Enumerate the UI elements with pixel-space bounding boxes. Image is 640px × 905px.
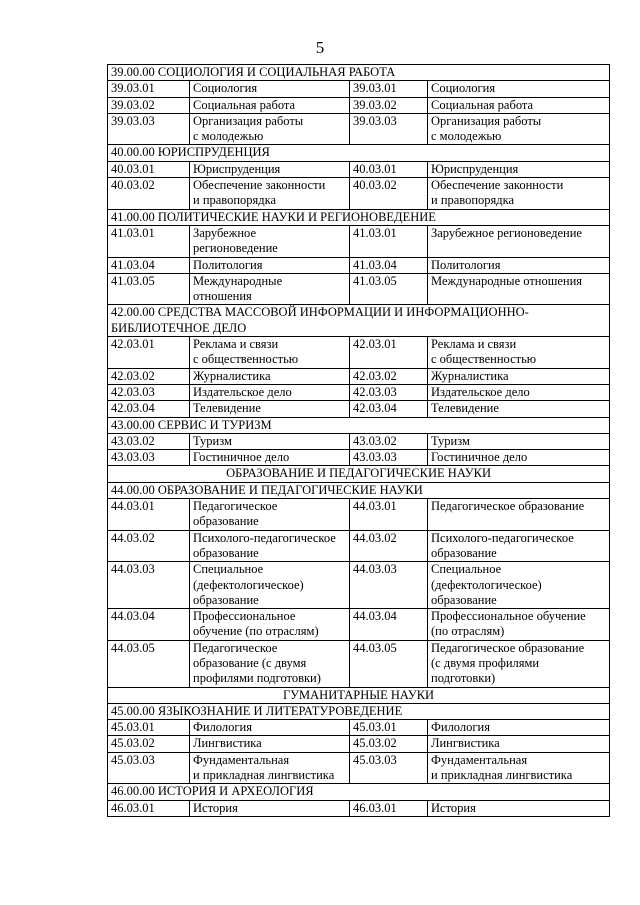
code-cell: 43.03.03 — [108, 450, 190, 466]
name-cell: Реклама и связи с общественностью — [428, 337, 610, 369]
table-row — [108, 609, 610, 641]
table-row — [108, 225, 610, 257]
group-header-row — [108, 703, 610, 719]
group-header-row — [108, 784, 610, 800]
code-cell: 39.03.02 — [350, 97, 428, 113]
name-cell: Профессиональное обучение (по отраслям) — [428, 609, 610, 641]
table-row — [108, 97, 610, 113]
code-cell: 44.03.03 — [108, 562, 190, 609]
code-cell: 44.03.02 — [350, 530, 428, 562]
name-cell: Издательское дело — [190, 384, 350, 400]
name-cell: Туризм — [428, 433, 610, 449]
name-cell: Гостиничное дело — [190, 450, 350, 466]
code-cell: 44.03.05 — [350, 640, 428, 687]
name-cell: Обеспечение законности и правопорядка — [428, 178, 610, 210]
code-cell: 42.03.03 — [350, 384, 428, 400]
name-cell: Педагогическое образование — [190, 499, 350, 531]
table-row — [108, 562, 610, 609]
table-row — [108, 161, 610, 177]
name-cell: Социология — [428, 81, 610, 97]
code-cell: 39.03.03 — [350, 113, 428, 145]
group-header-row — [108, 145, 610, 161]
table-row — [108, 384, 610, 400]
group-title: 46.00.00 ИСТОРИЯ И АРХЕОЛОГИЯ — [108, 784, 610, 800]
group-title: 40.00.00 ЮРИСПРУДЕНЦИЯ — [108, 145, 610, 161]
group-header-row — [108, 482, 610, 498]
code-cell: 41.03.05 — [350, 273, 428, 305]
name-cell: Издательское дело — [428, 384, 610, 400]
table-row — [108, 401, 610, 417]
table-row — [108, 433, 610, 449]
name-cell: Международные отношения — [428, 273, 610, 305]
name-cell: Юриспруденция — [428, 161, 610, 177]
name-cell: Политология — [190, 257, 350, 273]
table-row — [108, 257, 610, 273]
code-cell: 40.03.02 — [350, 178, 428, 210]
code-cell: 42.03.02 — [350, 368, 428, 384]
code-cell: 40.03.02 — [108, 178, 190, 210]
code-cell: 44.03.02 — [108, 530, 190, 562]
group-header-row — [108, 305, 610, 337]
name-cell: Юриспруденция — [190, 161, 350, 177]
code-cell: 39.03.03 — [108, 113, 190, 145]
name-cell: Организация работы с молодежью — [428, 113, 610, 145]
code-cell: 41.03.04 — [108, 257, 190, 273]
table-row — [108, 113, 610, 145]
code-cell: 42.03.04 — [108, 401, 190, 417]
name-cell: Психолого-педагогическое образование — [428, 530, 610, 562]
group-title: 45.00.00 ЯЗЫКОЗНАНИЕ И ЛИТЕРАТУРОВЕДЕНИЕ — [108, 703, 610, 719]
table-row — [108, 736, 610, 752]
code-cell: 42.03.01 — [108, 337, 190, 369]
name-cell: Педагогическое образование — [428, 499, 610, 531]
table-row — [108, 337, 610, 369]
name-cell: Политология — [428, 257, 610, 273]
name-cell: Социальная работа — [190, 97, 350, 113]
name-cell: История — [428, 800, 610, 816]
code-cell: 46.03.01 — [108, 800, 190, 816]
name-cell: Лингвистика — [190, 736, 350, 752]
name-cell: Специальное (дефектологическое) образование — [190, 562, 350, 609]
table-row — [108, 273, 610, 305]
group-title: 41.00.00 ПОЛИТИЧЕСКИЕ НАУКИ И РЕГИОНОВЕДЕНИЕ — [108, 209, 610, 225]
name-cell: Гостиничное дело — [428, 450, 610, 466]
code-cell: 45.03.02 — [350, 736, 428, 752]
name-cell: Международные отношения — [190, 273, 350, 305]
code-cell: 41.03.04 — [350, 257, 428, 273]
name-cell: Психолого-педагогическое образование — [190, 530, 350, 562]
group-header-row — [108, 209, 610, 225]
code-cell: 42.03.04 — [350, 401, 428, 417]
name-cell: Филология — [190, 720, 350, 736]
name-cell: Зарубежное регионоведение — [428, 225, 610, 257]
table-row — [108, 368, 610, 384]
code-cell: 41.03.01 — [350, 225, 428, 257]
name-cell: Туризм — [190, 433, 350, 449]
code-cell: 46.03.01 — [350, 800, 428, 816]
code-cell: 44.03.01 — [108, 499, 190, 531]
code-cell: 44.03.03 — [350, 562, 428, 609]
specialties-table — [107, 64, 610, 817]
name-cell: Телевидение — [190, 401, 350, 417]
specialties-table-body — [108, 65, 610, 817]
name-cell: Профессиональное обучение (по отраслям) — [190, 609, 350, 641]
group-title: 43.00.00 СЕРВИС И ТУРИЗМ — [108, 417, 610, 433]
name-cell: Реклама и связи с общественностью — [190, 337, 350, 369]
name-cell: Фундаментальная и прикладная лингвистика — [428, 752, 610, 784]
code-cell: 42.03.02 — [108, 368, 190, 384]
name-cell: Педагогическое образование (с двумя профилями подготовки) — [428, 640, 610, 687]
table-row — [108, 800, 610, 816]
table-row — [108, 752, 610, 784]
group-header-row — [108, 65, 610, 81]
name-cell: Телевидение — [428, 401, 610, 417]
group-title: 42.00.00 СРЕДСТВА МАССОВОЙ ИНФОРМАЦИИ И ИНФОРМАЦИОННО- БИБЛИОТЕЧНОЕ ДЕЛО — [108, 305, 610, 337]
name-cell: Журналистика — [428, 368, 610, 384]
name-cell: Филология — [428, 720, 610, 736]
code-cell: 43.03.02 — [108, 433, 190, 449]
code-cell: 39.03.02 — [108, 97, 190, 113]
name-cell: Социология — [190, 81, 350, 97]
table-row — [108, 640, 610, 687]
name-cell: Зарубежное регионоведение — [190, 225, 350, 257]
name-cell: Обеспечение законности и правопорядка — [190, 178, 350, 210]
code-cell: 43.03.02 — [350, 433, 428, 449]
table-row — [108, 499, 610, 531]
code-cell: 41.03.05 — [108, 273, 190, 305]
name-cell: Педагогическое образование (с двумя профилями подготовки) — [190, 640, 350, 687]
section-header-row — [108, 687, 610, 703]
section-title: ГУМАНИТАРНЫЕ НАУКИ — [108, 687, 610, 703]
page-number: 5 — [315, 38, 325, 57]
code-cell: 39.03.01 — [350, 81, 428, 97]
name-cell: Лингвистика — [428, 736, 610, 752]
name-cell: История — [190, 800, 350, 816]
table-row — [108, 178, 610, 210]
group-header-row — [108, 417, 610, 433]
name-cell: Организация работы с молодежью — [190, 113, 350, 145]
group-title: 44.00.00 ОБРАЗОВАНИЕ И ПЕДАГОГИЧЕСКИЕ НАУКИ — [108, 482, 610, 498]
code-cell: 45.03.03 — [350, 752, 428, 784]
code-cell: 44.03.05 — [108, 640, 190, 687]
section-title: ОБРАЗОВАНИЕ И ПЕДАГОГИЧЕСКИЕ НАУКИ — [108, 466, 610, 482]
code-cell: 45.03.01 — [350, 720, 428, 736]
code-cell: 40.03.01 — [108, 161, 190, 177]
code-cell: 45.03.01 — [108, 720, 190, 736]
table-row — [108, 720, 610, 736]
name-cell: Фундаментальная и прикладная лингвистика — [190, 752, 350, 784]
code-cell: 43.03.03 — [350, 450, 428, 466]
group-title: 39.00.00 СОЦИОЛОГИЯ И СОЦИАЛЬНАЯ РАБОТА — [108, 65, 610, 81]
code-cell: 45.03.02 — [108, 736, 190, 752]
code-cell: 44.03.04 — [108, 609, 190, 641]
code-cell: 44.03.01 — [350, 499, 428, 531]
code-cell: 39.03.01 — [108, 81, 190, 97]
table-row — [108, 450, 610, 466]
name-cell: Социальная работа — [428, 97, 610, 113]
table-row — [108, 530, 610, 562]
table-row — [108, 81, 610, 97]
code-cell: 42.03.03 — [108, 384, 190, 400]
name-cell: Специальное (дефектологическое) образование — [428, 562, 610, 609]
code-cell: 45.03.03 — [108, 752, 190, 784]
code-cell: 44.03.04 — [350, 609, 428, 641]
name-cell: Журналистика — [190, 368, 350, 384]
code-cell: 40.03.01 — [350, 161, 428, 177]
code-cell: 42.03.01 — [350, 337, 428, 369]
section-header-row — [108, 466, 610, 482]
code-cell: 41.03.01 — [108, 225, 190, 257]
